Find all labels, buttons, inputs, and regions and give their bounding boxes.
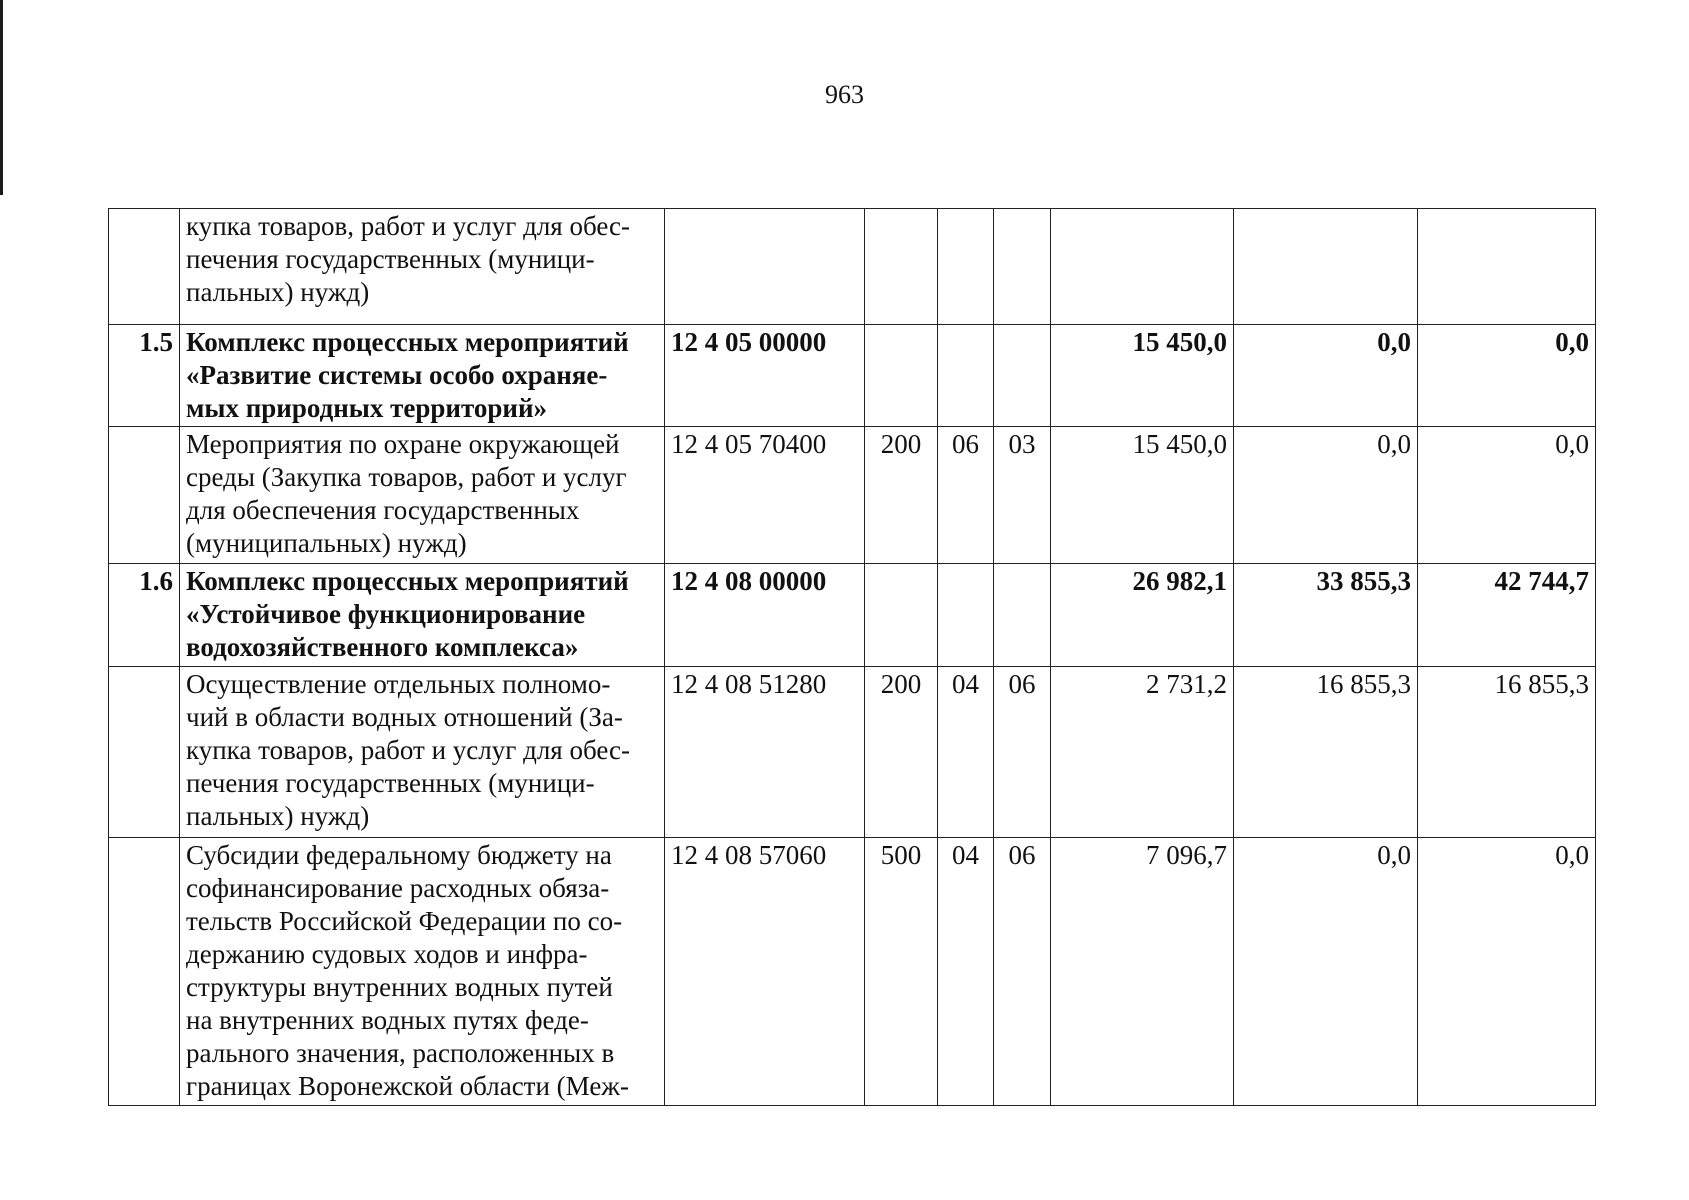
- amount-cell-1: 26 982,1: [1051, 564, 1234, 667]
- amount-cell-1: 2 731,2: [1051, 667, 1234, 838]
- expense-type-cell: [865, 325, 938, 427]
- row-number-cell: [109, 209, 180, 325]
- section-cell: [938, 564, 994, 667]
- expense-type-cell: 500: [865, 838, 938, 1106]
- item-name-line: чий в области водных отношений (За-: [186, 702, 623, 732]
- item-name-line: купка товаров, работ и услуг для обес-: [186, 211, 630, 241]
- item-name-line: Мероприятия по охране окружающей: [186, 429, 620, 459]
- item-name-line: Комплекс процессных мероприятий: [186, 566, 629, 596]
- amount-cell-3: 0,0: [1418, 427, 1596, 564]
- target-code-cell: [665, 209, 865, 325]
- section-cell: [938, 209, 994, 325]
- amount-cell-1: [1051, 209, 1234, 325]
- amount-cell-2: 0,0: [1234, 838, 1418, 1106]
- subsection-cell: [994, 209, 1051, 325]
- row-number-cell: [109, 427, 180, 564]
- amount-cell-1: 7 096,7: [1051, 838, 1234, 1106]
- amount-cell-3: 0,0: [1418, 325, 1596, 427]
- subsection-cell: [994, 325, 1051, 427]
- item-name-line: структуры внутренних водных путей: [186, 972, 613, 1002]
- item-name-line: на внутренних водных путях феде-: [186, 1005, 589, 1035]
- item-name-line: «Развитие системы особо охраняе-: [186, 360, 608, 390]
- amount-cell-2: 16 855,3: [1234, 667, 1418, 838]
- item-name-cell: [180, 325, 665, 427]
- amount-cell-2: [1234, 209, 1418, 325]
- row-number-cell: [109, 838, 180, 1106]
- section-cell: [938, 325, 994, 427]
- section-cell: 04: [938, 667, 994, 838]
- target-code-cell: 12 4 08 51280: [665, 667, 865, 838]
- item-name-line: (муниципальных) нужд): [186, 528, 467, 558]
- amount-cell-2: 0,0: [1234, 427, 1418, 564]
- item-name-line: среды (Закупка товаров, работ и услуг: [186, 462, 627, 492]
- item-name-line: печения государственных (муници-: [186, 768, 595, 798]
- item-name-line: софинансирование расходных обяза-: [186, 873, 610, 903]
- table-row: [109, 427, 1596, 564]
- item-name-line: мых природных территорий»: [186, 393, 548, 423]
- table-row: [109, 564, 1596, 667]
- target-code-cell: 12 4 08 57060: [665, 838, 865, 1106]
- table-row: [109, 838, 1596, 1106]
- subsection-cell: [994, 564, 1051, 667]
- subsection-cell: 06: [994, 667, 1051, 838]
- expense-type-cell: [865, 209, 938, 325]
- row-number-cell: 1.6: [109, 564, 180, 667]
- table-row: [109, 667, 1596, 838]
- amount-cell-3: 16 855,3: [1418, 667, 1596, 838]
- item-name-line: границах Воронежской области (Меж-: [186, 1071, 629, 1101]
- target-code-cell: 12 4 05 70400: [665, 427, 865, 564]
- expense-type-cell: 200: [865, 427, 938, 564]
- expense-type-cell: [865, 564, 938, 667]
- amount-cell-1: 15 450,0: [1051, 427, 1234, 564]
- target-code-cell: 12 4 08 00000: [665, 564, 865, 667]
- row-number-cell: 1.5: [109, 325, 180, 427]
- item-name-line: «Устойчивое функционирование: [186, 599, 586, 629]
- amount-cell-1: 15 450,0: [1051, 325, 1234, 427]
- table-row: [109, 325, 1596, 427]
- item-name-line: Субсидии федеральному бюджету на: [186, 840, 612, 870]
- expense-type-cell: 200: [865, 667, 938, 838]
- page-number: 963: [825, 80, 864, 109]
- subsection-cell: 03: [994, 427, 1051, 564]
- section-cell: 06: [938, 427, 994, 564]
- subsection-cell: 06: [994, 838, 1051, 1106]
- amount-cell-3: 42 744,7: [1418, 564, 1596, 667]
- item-name-cell: [180, 209, 665, 325]
- amount-cell-2: 0,0: [1234, 325, 1418, 427]
- item-name-line: Комплекс процессных мероприятий: [186, 327, 629, 357]
- item-name-line: тельств Российской Федерации по со-: [186, 906, 623, 936]
- item-name-cell: [180, 838, 665, 1106]
- budget-table: [108, 208, 1596, 1106]
- item-name-cell: [180, 667, 665, 838]
- amount-cell-2: 33 855,3: [1234, 564, 1418, 667]
- item-name-line: пальных) нужд): [186, 277, 370, 307]
- item-name-line: водохозяйственного комплекса»: [186, 632, 579, 662]
- row-number-cell: [109, 667, 180, 838]
- item-name-cell: [180, 564, 665, 667]
- item-name-line: печения государственных (муници-: [186, 244, 595, 274]
- amount-cell-3: 0,0: [1418, 838, 1596, 1106]
- item-name-cell: [180, 427, 665, 564]
- item-name-line: держанию судовых ходов и инфра-: [186, 939, 588, 969]
- target-code-cell: 12 4 05 00000: [665, 325, 865, 427]
- item-name-line: Осуществление отдельных полномо-: [186, 669, 611, 699]
- section-cell: 04: [938, 838, 994, 1106]
- item-name-line: купка товаров, работ и услуг для обес-: [186, 735, 630, 765]
- item-name-line: рального значения, расположенных в: [186, 1038, 615, 1068]
- table-row: [109, 209, 1596, 325]
- item-name-line: для обеспечения государственных: [186, 495, 580, 525]
- item-name-line: пальных) нужд): [186, 801, 370, 831]
- amount-cell-3: [1418, 209, 1596, 325]
